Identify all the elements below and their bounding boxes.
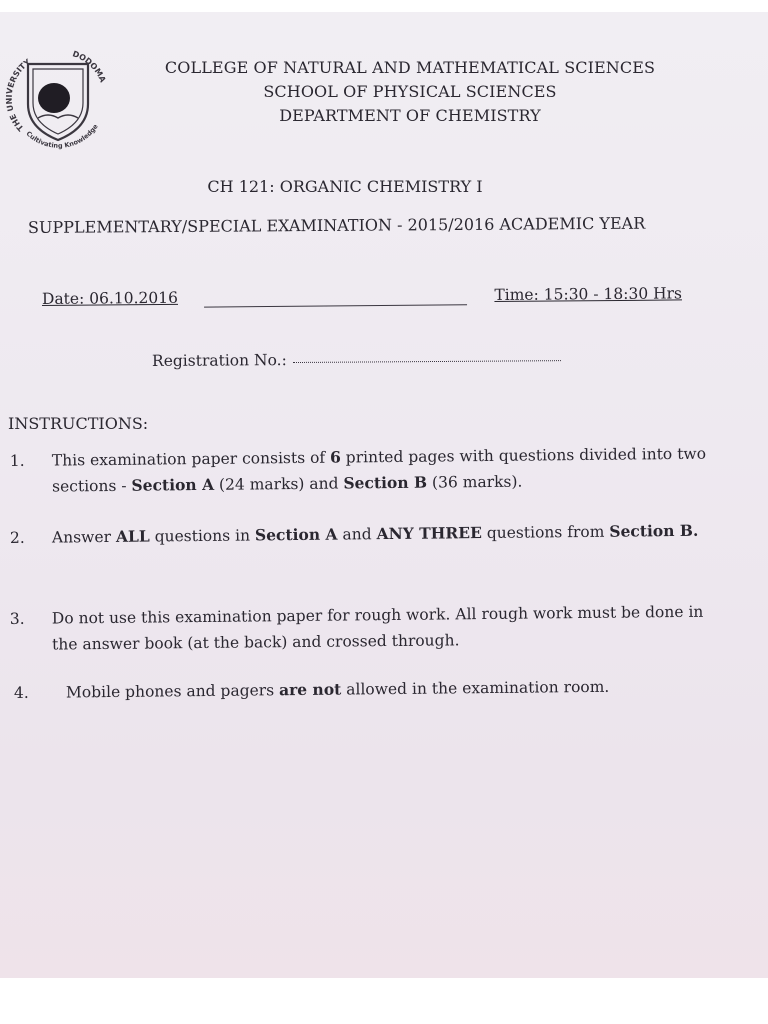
course-title: CH 121: ORGANIC CHEMISTRY I xyxy=(207,177,483,196)
instruction-text: This examination paper consists of 6 printed pages with questions divided into two sections - Section A (24 marks) and Section B (36 marks). xyxy=(51,444,707,496)
college-name: COLLEGE OF NATURAL AND MATHEMATICAL SCIENCES xyxy=(164,58,656,77)
date-time-divider-line xyxy=(204,304,467,307)
crest-text-right: DODOMA xyxy=(71,49,108,84)
crest-text-left: THE UNIVERSITY xyxy=(4,57,33,133)
registration-label: Registration No.: xyxy=(151,351,287,370)
instruction-item-1 xyxy=(10,440,731,500)
university-crest-icon xyxy=(2,42,114,154)
instruction-text: Do not use this examination paper for rough work. All rough work must be done in the answer book (at the back) and crossed through. xyxy=(51,602,704,654)
instruction-number: 2. xyxy=(9,528,25,547)
instruction-number: 4. xyxy=(13,683,29,702)
instruction-text: Mobile phones and pagers are not allowed in the examination room. xyxy=(65,677,610,702)
school-name: SCHOOL OF PHYSICAL SCIENCES xyxy=(263,82,557,101)
date-time-row xyxy=(42,284,682,314)
exam-title: SUPPLEMENTARY/SPECIAL EXAMINATION - 2015/2016 ACADEMIC YEAR xyxy=(27,213,646,237)
instructions-heading: INSTRUCTIONS: xyxy=(8,414,149,433)
exam-paper-page xyxy=(0,12,768,978)
instruction-number: 1. xyxy=(9,451,25,471)
registration-row xyxy=(152,349,582,370)
instruction-item-2 xyxy=(10,517,730,551)
registration-blank-line xyxy=(293,360,561,363)
exam-date: Date: 06.10.2016 xyxy=(41,288,179,308)
department-name: DEPARTMENT OF CHEMISTRY xyxy=(279,106,541,125)
instruction-number: 3. xyxy=(9,609,25,629)
instruction-text: Answer ALL questions in Section A and ANY THREE questions from Section B. xyxy=(51,520,699,547)
crest-motto: Cultivating Knowledge xyxy=(24,122,100,150)
instruction-item-4 xyxy=(14,672,734,706)
instruction-item-3 xyxy=(10,598,731,658)
exam-time: Time: 15:30 - 18:30 Hrs xyxy=(494,284,683,305)
svg-text:DODOMA xyxy=(71,49,107,84)
